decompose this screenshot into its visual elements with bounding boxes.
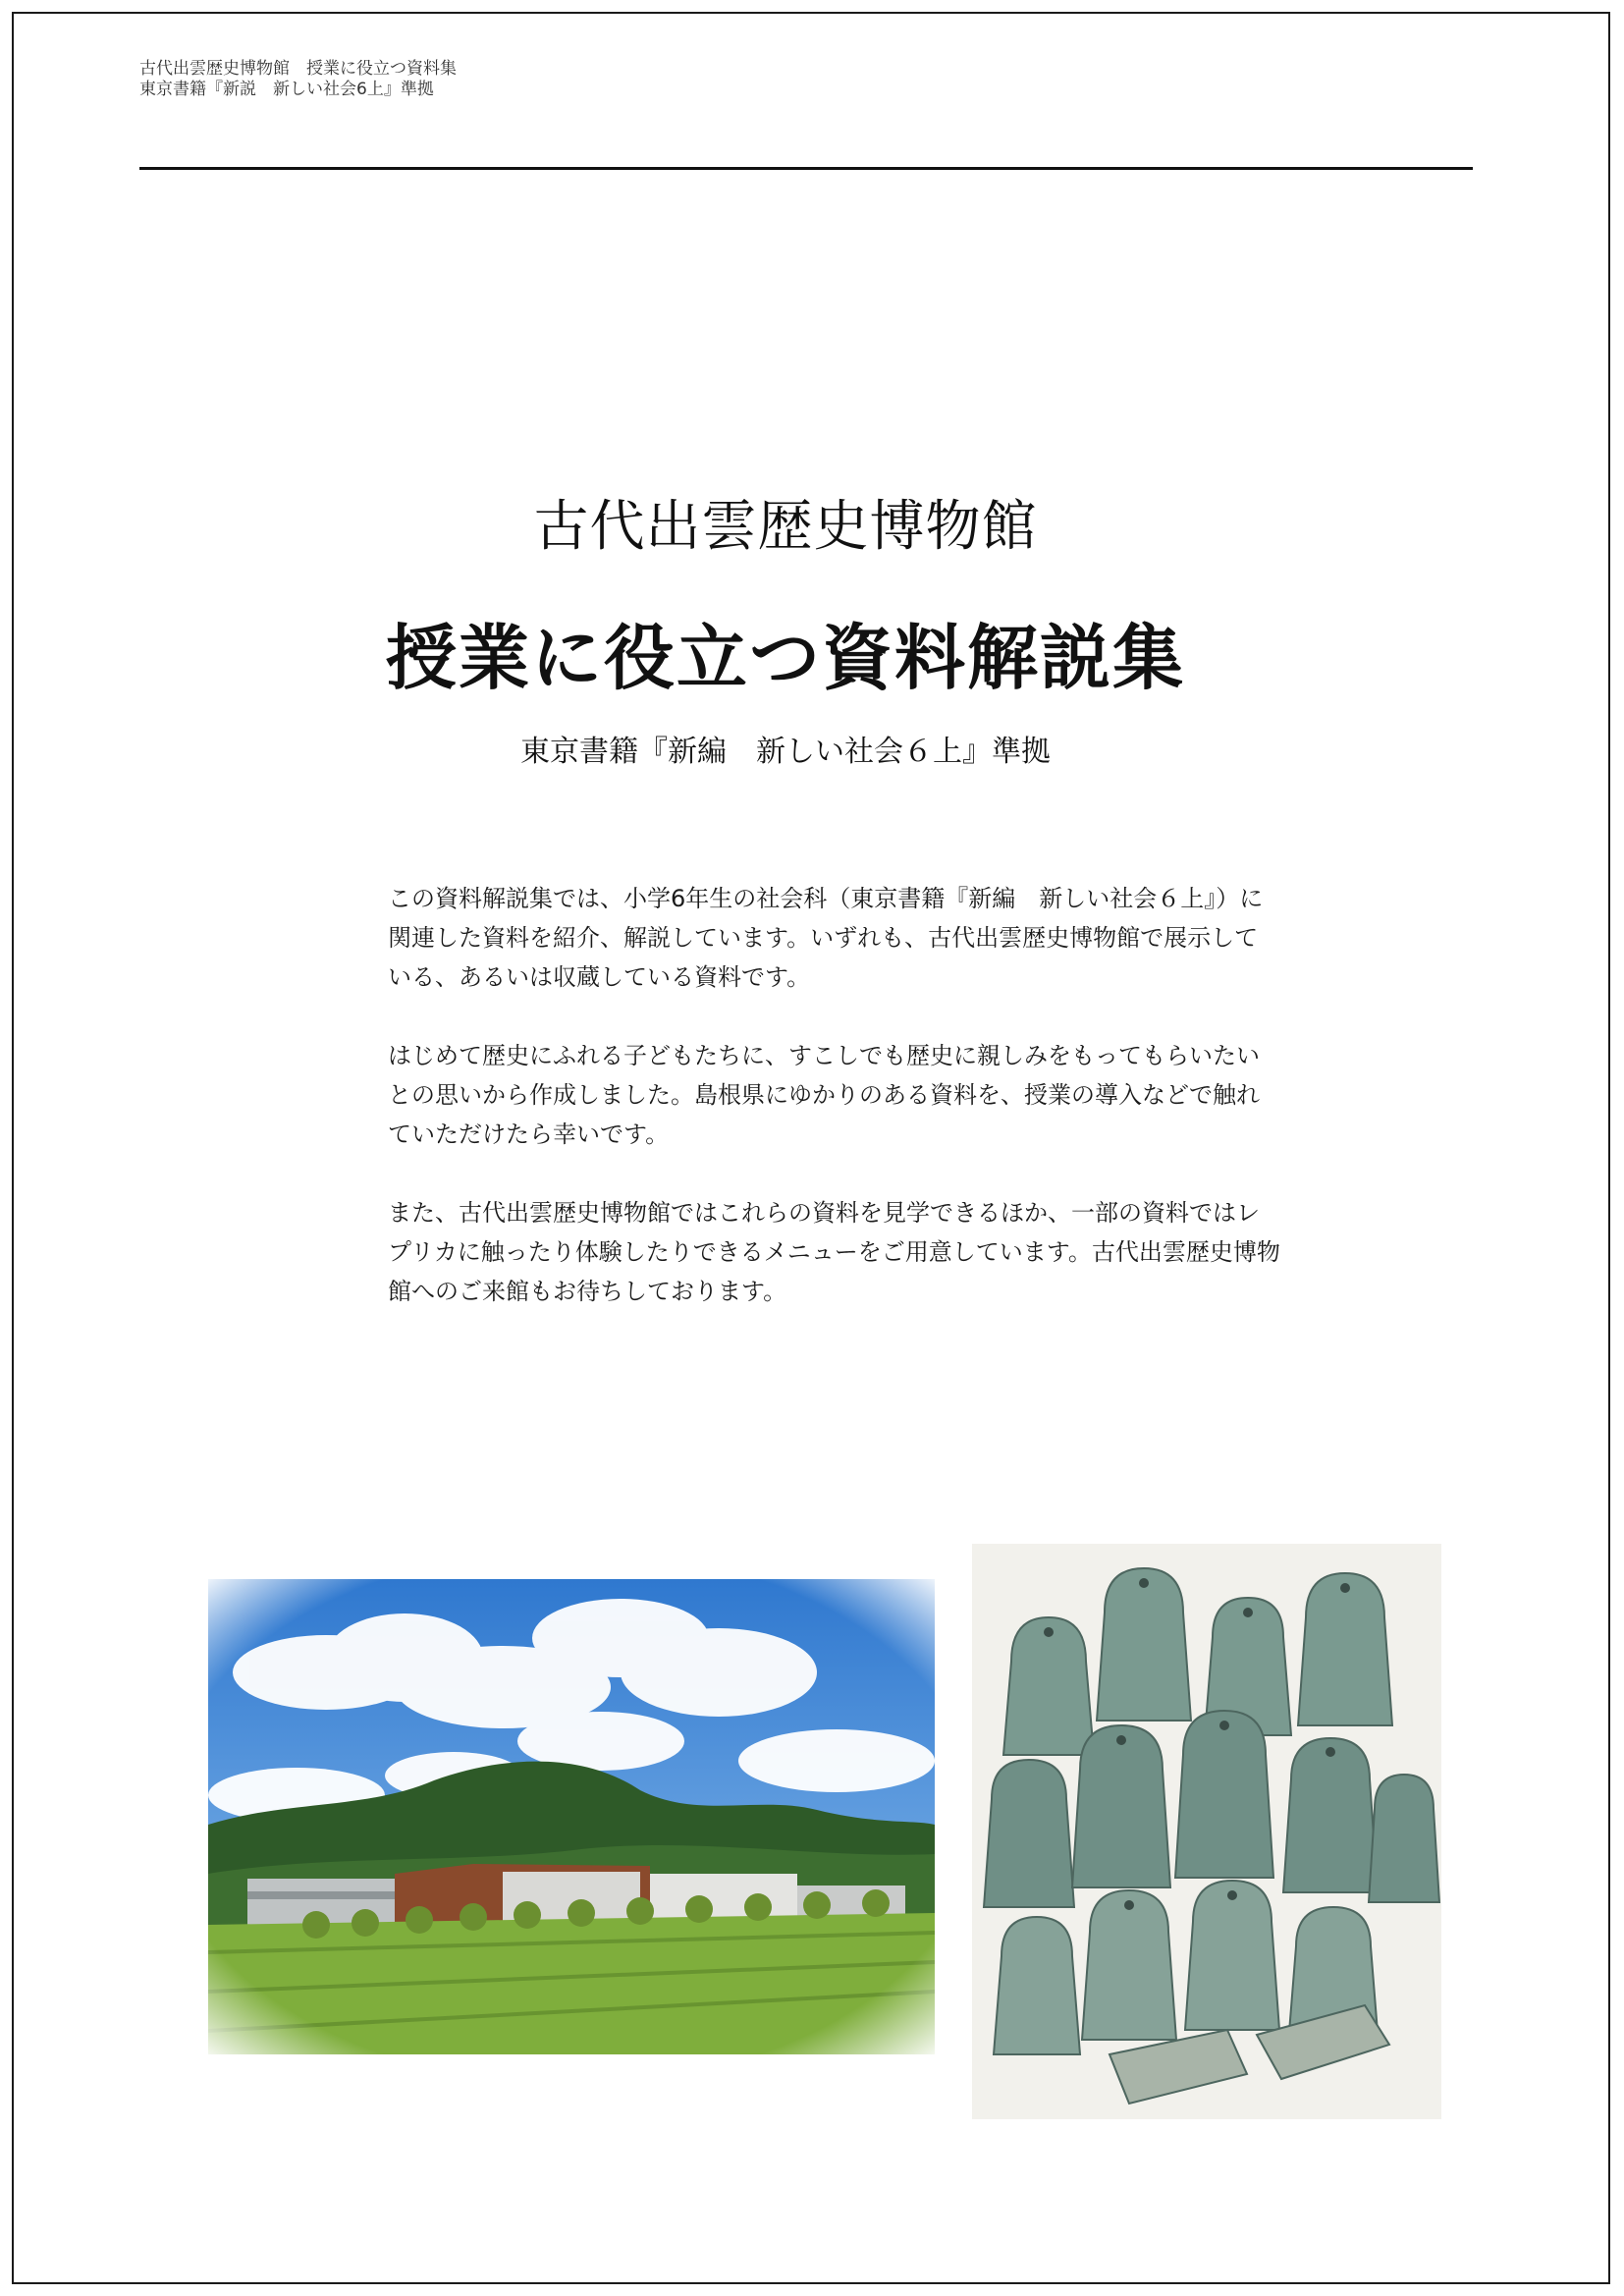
page-title: 授業に役立つ資料解説集 (385, 617, 1185, 699)
running-header-line2: 東京書籍『新説 新しい社会6上』準拠 (139, 80, 434, 99)
bronze-bells-illustration (972, 1544, 1441, 2119)
intro-text (388, 879, 1281, 1350)
intro-paragraph: はじめて歴史にふれる子どもたちに、すこしでも歴史に親しみをもってもらいたいとの思いから作成しました。島根県にゆかりのある資料を、授業の導入などで触れていただけたら幸いです。 (388, 1042, 1260, 1148)
bell-group (984, 1568, 1439, 2104)
museum-building-illustration (208, 1579, 935, 2054)
intro-paragraph: この資料解説集では、小学6年生の社会科（東京書籍『新編 新しい社会６上』）に関連した資料を紹介、解説しています。いずれも、古代出雲歴史博物館で展示している、あるいは収蔵している資料です。 (388, 885, 1264, 991)
bronze-bells-photo (972, 1544, 1441, 2119)
running-header-line1: 古代出雲歴史博物館 授業に役立つ資料集 (139, 59, 457, 79)
header-rule (139, 167, 1473, 170)
museum-name: 古代出雲歴史博物館 (533, 495, 1038, 559)
vignette (208, 1579, 935, 2054)
running-header (139, 59, 457, 100)
museum-building-photo (208, 1579, 935, 2054)
page-subtitle: 東京書籍『新編 新しい社会６上』準拠 (520, 735, 1051, 769)
intro-paragraph: また、古代出雲歴史博物館ではこれらの資料を見学できるほか、一部の資料ではレプリカに触ったり体験したりできるメニューをご用意しています。古代出雲歴史博物館へのご来館もお待ちしております。 (388, 1199, 1280, 1305)
